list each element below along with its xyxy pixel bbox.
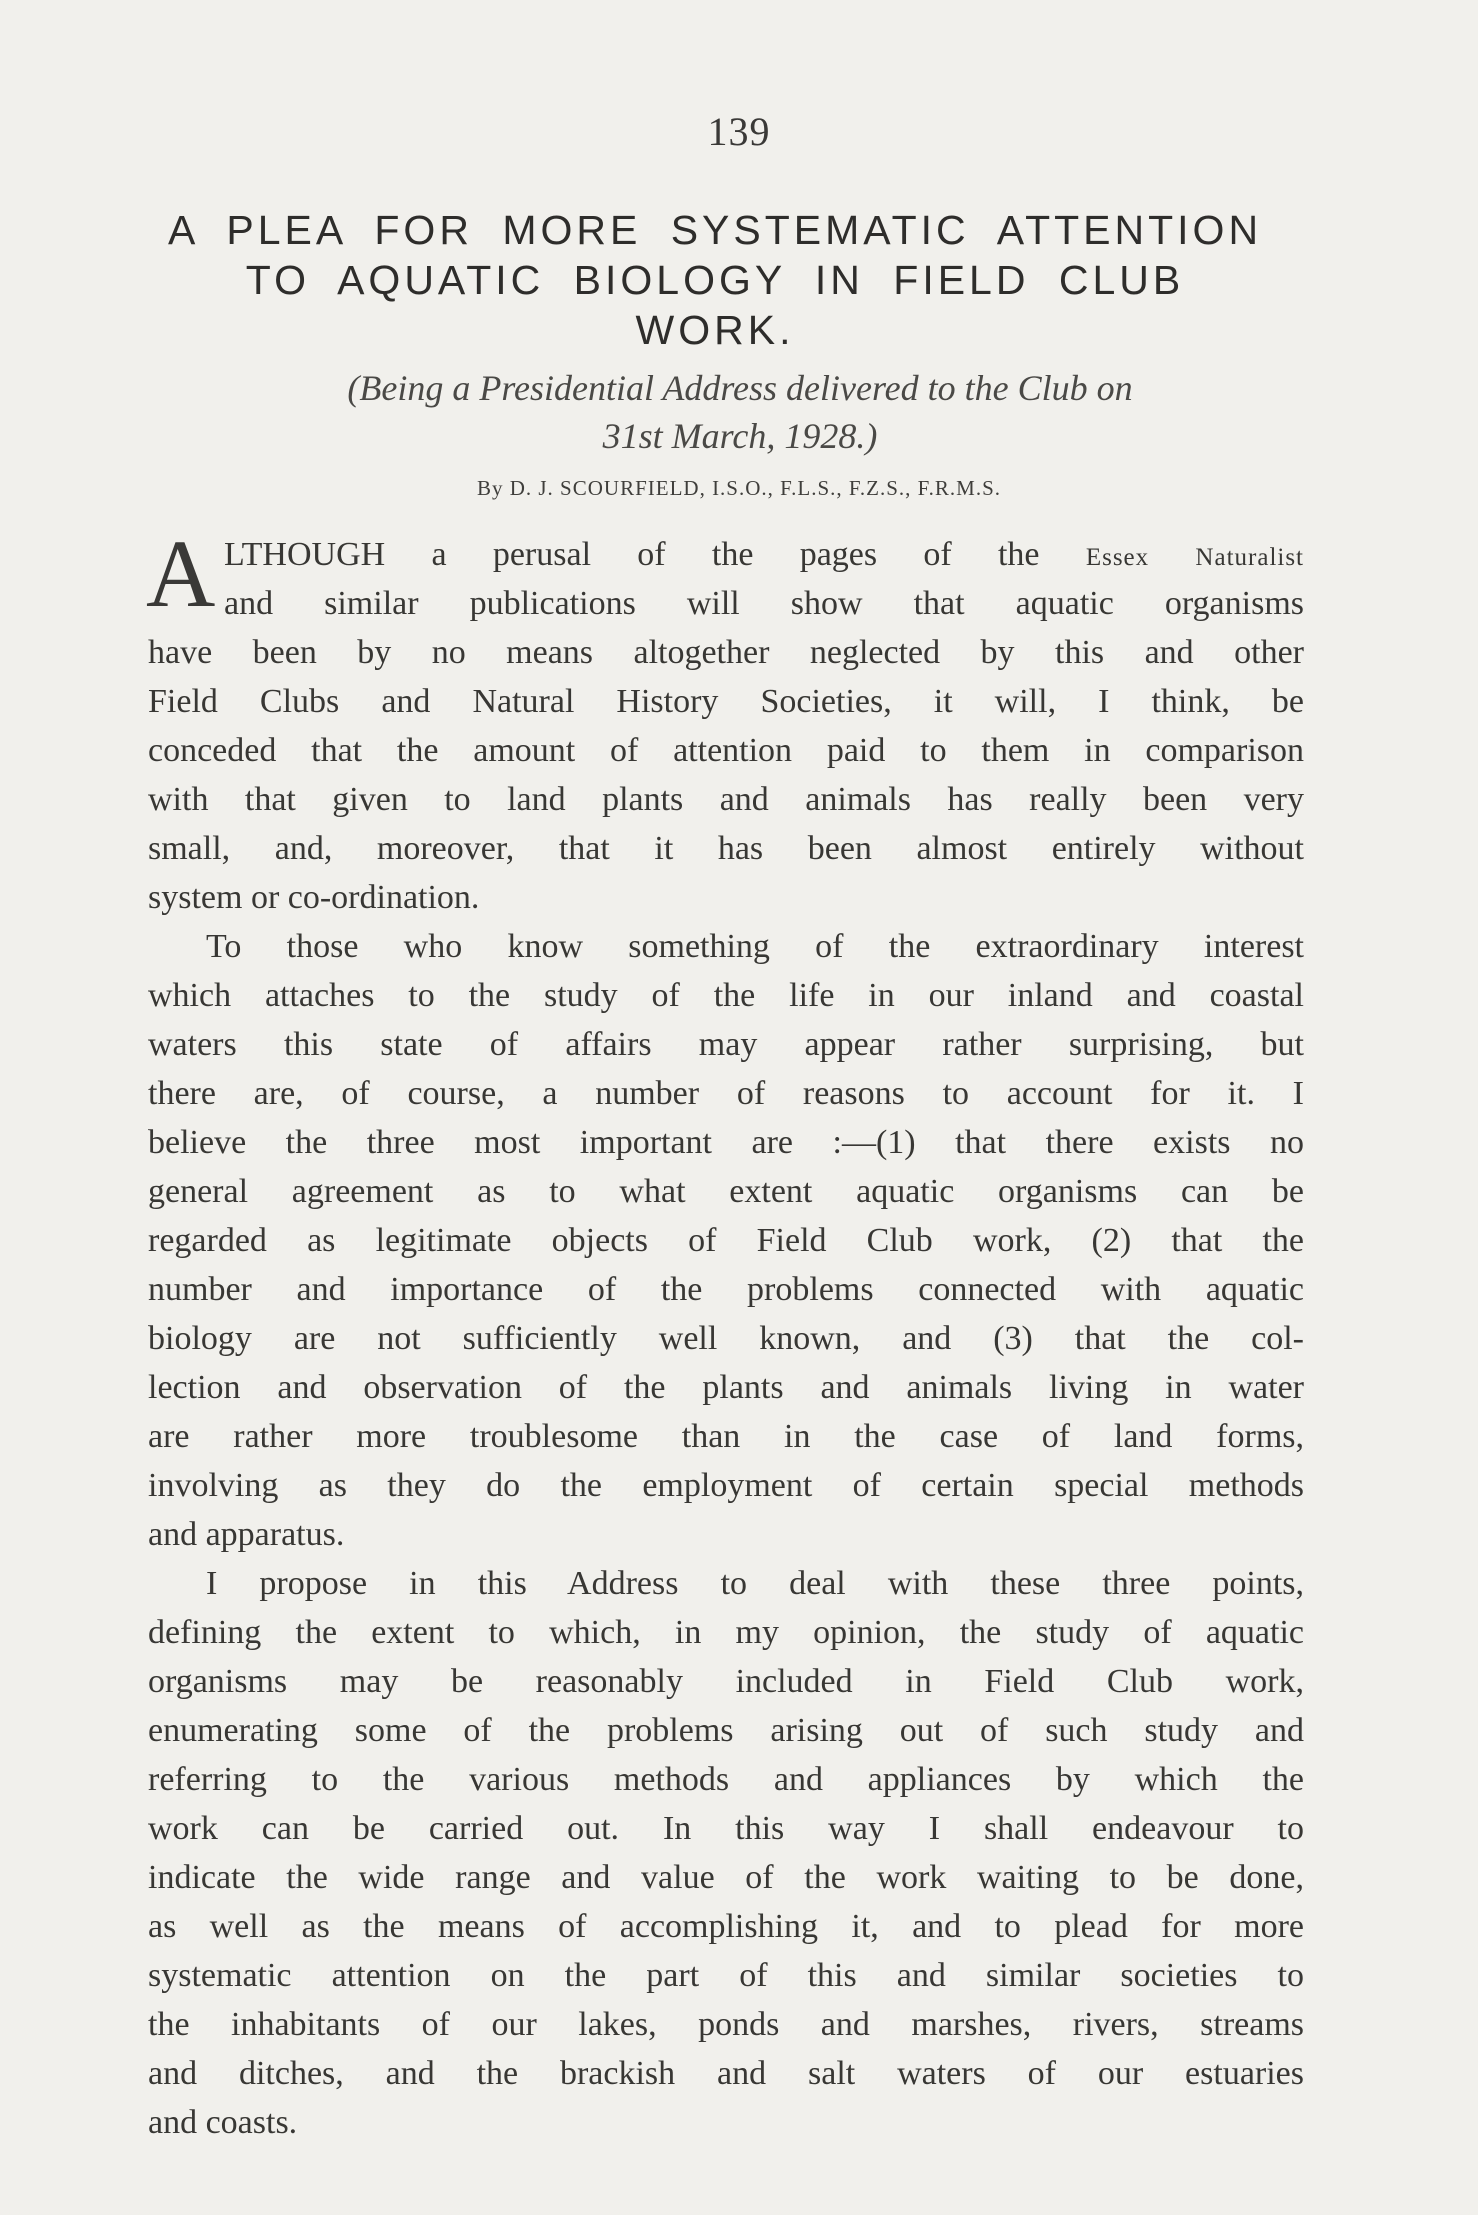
paragraph-line: indicate the wide range and value of the work waiting to be done, — [148, 1859, 1304, 1896]
line-text: LTHOUGH a perusal of the pages of the — [224, 536, 1086, 573]
paragraph-line: enumerating some of the problems arising out of such study and — [148, 1712, 1304, 1749]
paragraph-line: regarded as legitimate objects of Field Club work, (2) that the — [148, 1222, 1304, 1259]
paragraph-line — [148, 530, 1304, 579]
drop-cap: A — [146, 520, 216, 627]
paragraph-line: general agreement as to what extent aquatic organisms can be — [148, 1173, 1304, 1210]
small-caps-text: Naturalist — [1195, 544, 1305, 571]
title-line-2: TO AQUATIC BIOLOGY IN FIELD CLUB — [245, 257, 1185, 303]
paragraph-line: are rather more troublesome than in the case of land forms, — [148, 1418, 1304, 1455]
paragraph-1 — [146, 520, 1305, 922]
subtitle-line-1: (Being a Presidential Address delivered to the Club on — [347, 368, 1133, 408]
paragraph-line: work can be carried out. In this way I shall endeavour to — [148, 1810, 1304, 1847]
article-body — [146, 520, 1305, 2147]
paragraph-line: defining the extent to which, in my opinion, the study of aquatic — [148, 1614, 1304, 1651]
page-number: 139 — [707, 109, 771, 154]
paragraph-line: conceded that the amount of attention paid to them in comparison — [148, 732, 1304, 769]
paragraph-line: system or co-ordination. — [148, 879, 480, 916]
paragraph-line: the inhabitants of our lakes, ponds and marshes, rivers, streams — [148, 2006, 1304, 2043]
paragraph-line: Field Clubs and Natural History Societies, it will, I think, be — [148, 683, 1304, 720]
paragraph-line: waters this state of affairs may appear rather surprising, but — [148, 1026, 1304, 1063]
paragraph-line: organisms may be reasonably included in Field Club work, — [148, 1663, 1304, 1700]
paragraph-line: lection and observation of the plants and animals living in water — [148, 1369, 1304, 1406]
small-caps-text: Essex — [1085, 544, 1150, 571]
paragraph-line: I propose in this Address to deal with these three points, — [206, 1565, 1304, 1602]
line-text — [1149, 536, 1195, 573]
title-line-3: WORK. — [635, 307, 795, 353]
article-subtitle — [160, 364, 1320, 460]
paragraph-line: small, and, moreover, that it has been almost entirely without — [148, 830, 1304, 867]
paragraph-line: which attaches to the study of the life in our inland and coastal — [148, 977, 1304, 1014]
subtitle-line-2: 31st March, 1928.) — [602, 416, 878, 456]
paragraph-line: biology are not sufficiently well known, and (3) that the col- — [148, 1320, 1304, 1357]
paragraph-line: involving as they do the employment of certain special methods — [148, 1467, 1304, 1504]
paragraph-line: with that given to land plants and animals has really been very — [148, 781, 1304, 818]
paragraph-line: have been by no means altogether neglected by this and other — [148, 634, 1304, 671]
paragraph-line: and ditches, and the brackish and salt waters of our estuaries — [148, 2055, 1304, 2092]
author-byline: By D. J. SCOURFIELD, I.S.O., F.L.S., F.Z.S., F.R.M.S. — [476, 476, 1002, 500]
paragraph-line: referring to the various methods and appliances by which the — [148, 1761, 1304, 1798]
paragraph-3 — [148, 1559, 1304, 2147]
article-title — [130, 205, 1300, 355]
paragraph-line: and similar publications will show that aquatic organisms — [224, 585, 1304, 622]
title-line-1: A PLEA FOR MORE SYSTEMATIC ATTENTION — [167, 207, 1263, 253]
paragraph-line: number and importance of the problems connected with aquatic — [148, 1271, 1304, 1308]
paragraph-line: believe the three most important are :—(1) that there exists no — [148, 1124, 1304, 1161]
paragraph-line: systematic attention on the part of this and similar societies to — [148, 1957, 1304, 1994]
paragraph-line: To those who know something of the extraordinary interest — [206, 928, 1304, 965]
paragraph-line: there are, of course, a number of reasons to account for it. I — [148, 1075, 1304, 1112]
paragraph-2 — [148, 922, 1304, 1559]
paragraph-line: and apparatus. — [148, 1516, 345, 1553]
paragraph-line: and coasts. — [148, 2104, 298, 2141]
paragraph-line: as well as the means of accomplishing it, and to plead for more — [148, 1908, 1304, 1945]
